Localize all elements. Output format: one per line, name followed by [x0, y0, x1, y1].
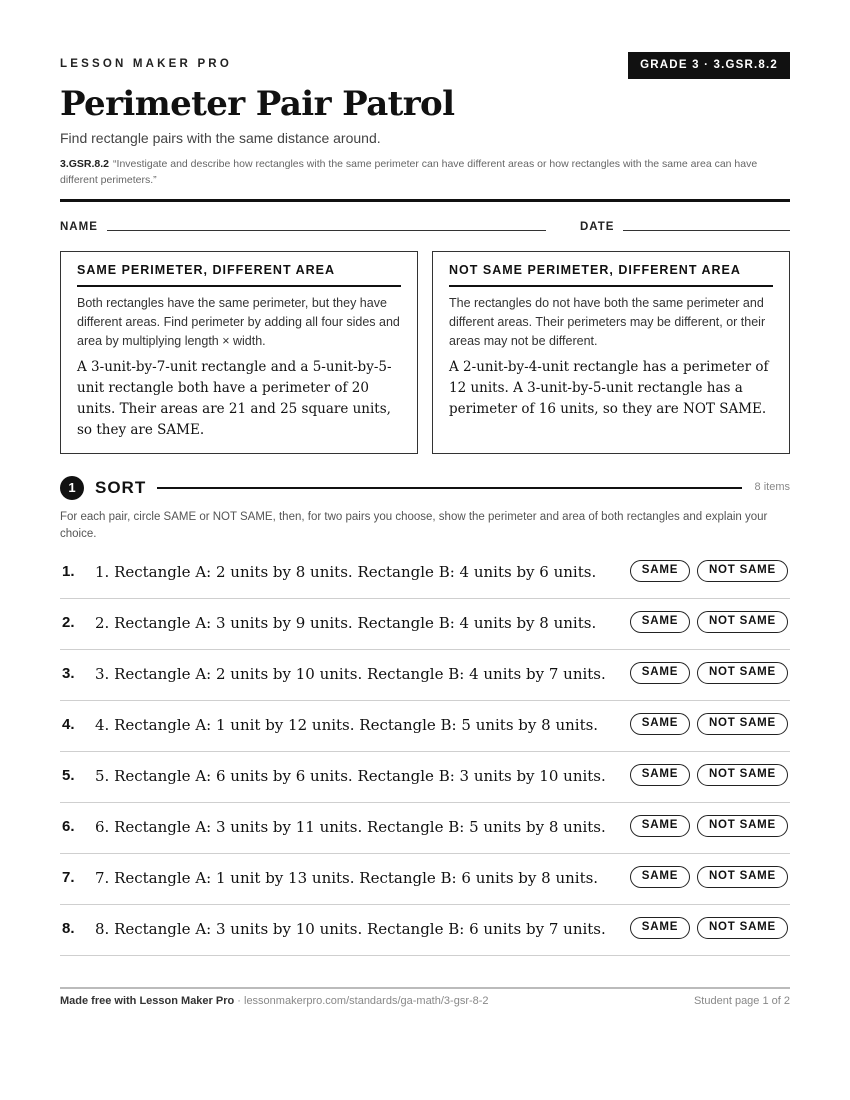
not-same-choice-button[interactable]: NOT SAME — [697, 815, 788, 837]
standard-description — [60, 156, 790, 188]
header-divider — [60, 199, 790, 202]
not-same-choice-button[interactable]: NOT SAME — [697, 866, 788, 888]
list-item — [60, 854, 790, 905]
section-title: SORT — [95, 478, 147, 497]
same-choice-button[interactable]: SAME — [630, 713, 690, 735]
item-number: 5. — [62, 767, 75, 784]
list-item — [60, 701, 790, 752]
card-example: A 3-unit-by-7-unit rectangle and a 5-unit-by-5-unit rectangle both have a perimeter of 20 units. Their areas are 21 and 25 square units, so they are SAME. — [77, 359, 392, 438]
footer-credit: Made free with Lesson Maker Pro — [60, 995, 235, 1007]
item-text: 5. Rectangle A: 6 units by 6 units. Rectangle B: 3 units by 10 units. — [95, 767, 606, 785]
item-text: 4. Rectangle A: 1 unit by 12 units. Rectangle B: 5 units by 8 units. — [95, 716, 599, 734]
name-date-row — [60, 218, 790, 238]
card-example: A 2-unit-by-4-unit rectangle has a perimeter of 12 units. A 3-unit-by-5-unit rectangle has a perimeter of 16 units, so they are NOT SAME. — [449, 359, 769, 417]
not-same-choice-button[interactable]: NOT SAME — [697, 713, 788, 735]
not-same-choice-button[interactable]: NOT SAME — [697, 560, 788, 582]
same-choice-button[interactable]: SAME — [630, 662, 690, 684]
item-number: 2. — [62, 614, 75, 631]
same-choice-button[interactable]: SAME — [630, 611, 690, 633]
card-title: SAME PERIMETER, DIFFERENT AREA — [77, 263, 401, 287]
footer-url: · lessonmakerpro.com/standards/ga-math/3-gsr-8-2 — [234, 995, 489, 1007]
same-choice-button[interactable]: SAME — [630, 866, 690, 888]
item-list — [60, 548, 790, 956]
item-number: 8. — [62, 920, 75, 937]
item-text: 6. Rectangle A: 3 units by 11 units. Rectangle B: 5 units by 8 units. — [95, 818, 606, 836]
card-title: NOT SAME PERIMETER, DIFFERENT AREA — [449, 263, 773, 287]
same-choice-button[interactable]: SAME — [630, 764, 690, 786]
same-choice-button[interactable]: SAME — [630, 560, 690, 582]
section-header — [60, 476, 790, 500]
list-item — [60, 803, 790, 854]
item-number: 6. — [62, 818, 75, 835]
name-label: NAME — [60, 221, 98, 233]
footer-divider — [60, 987, 790, 989]
section-divider — [157, 487, 742, 489]
standard-text: “Investigate and describe how rectangles with the same perimeter can have different areas or how rectangles with the same area can have different perimeters.” — [60, 158, 758, 186]
date-field[interactable] — [623, 230, 790, 231]
standard-code: 3.GSR.8.2 — [60, 158, 110, 170]
list-item — [60, 752, 790, 803]
date-label: DATE — [580, 221, 615, 233]
card-description: The rectangles do not have both the same perimeter and different areas. Their perimeters may be different, or their areas may not be different. — [449, 296, 766, 348]
not-same-choice-button[interactable]: NOT SAME — [697, 917, 788, 939]
item-number: 3. — [62, 665, 75, 682]
list-item — [60, 650, 790, 701]
page-title: Perimeter Pair Patrol — [60, 84, 455, 124]
item-text: 7. Rectangle A: 1 unit by 13 units. Rectangle B: 6 units by 8 units. — [95, 869, 599, 887]
not-same-choice-button[interactable]: NOT SAME — [697, 764, 788, 786]
item-count: 8 items — [754, 481, 790, 493]
same-choice-button[interactable]: SAME — [630, 917, 690, 939]
item-number: 4. — [62, 716, 75, 733]
page-number: Student page 1 of 2 — [693, 995, 790, 1007]
same-choice-button[interactable]: SAME — [630, 815, 690, 837]
item-text: 2. Rectangle A: 3 units by 9 units. Rectangle B: 4 units by 8 units. — [95, 614, 597, 632]
item-number: 1. — [62, 563, 75, 580]
section-number: 1 — [60, 476, 84, 500]
footer — [60, 995, 790, 1007]
item-text: 1. Rectangle A: 2 units by 8 units. Rectangle B: 4 units by 6 units. — [95, 563, 597, 581]
brand-name: LESSON MAKER PRO — [60, 58, 232, 70]
same-definition-card — [60, 251, 418, 454]
list-item — [60, 548, 790, 599]
grade-badge: GRADE 3 · 3.GSR.8.2 — [628, 52, 790, 79]
not-same-definition-card — [432, 251, 790, 454]
page-subtitle: Find rectangle pairs with the same distance around. — [60, 130, 381, 146]
item-text: 3. Rectangle A: 2 units by 10 units. Rectangle B: 4 units by 7 units. — [95, 665, 606, 683]
item-number: 7. — [62, 869, 75, 886]
name-field[interactable] — [107, 230, 546, 231]
item-text: 8. Rectangle A: 3 units by 10 units. Rectangle B: 6 units by 7 units. — [95, 920, 606, 938]
list-item — [60, 905, 790, 956]
not-same-choice-button[interactable]: NOT SAME — [697, 662, 788, 684]
list-item — [60, 599, 790, 650]
not-same-choice-button[interactable]: NOT SAME — [697, 611, 788, 633]
section-instructions: For each pair, circle SAME or NOT SAME, then, for two pairs you choose, show the perimeter and area of both rectangles and explain your choice. — [60, 511, 768, 540]
top-bar — [60, 52, 790, 80]
card-description: Both rectangles have the same perimeter, but they have different areas. Find perimeter by adding all four sides and area by multiplying length × width. — [77, 296, 400, 348]
